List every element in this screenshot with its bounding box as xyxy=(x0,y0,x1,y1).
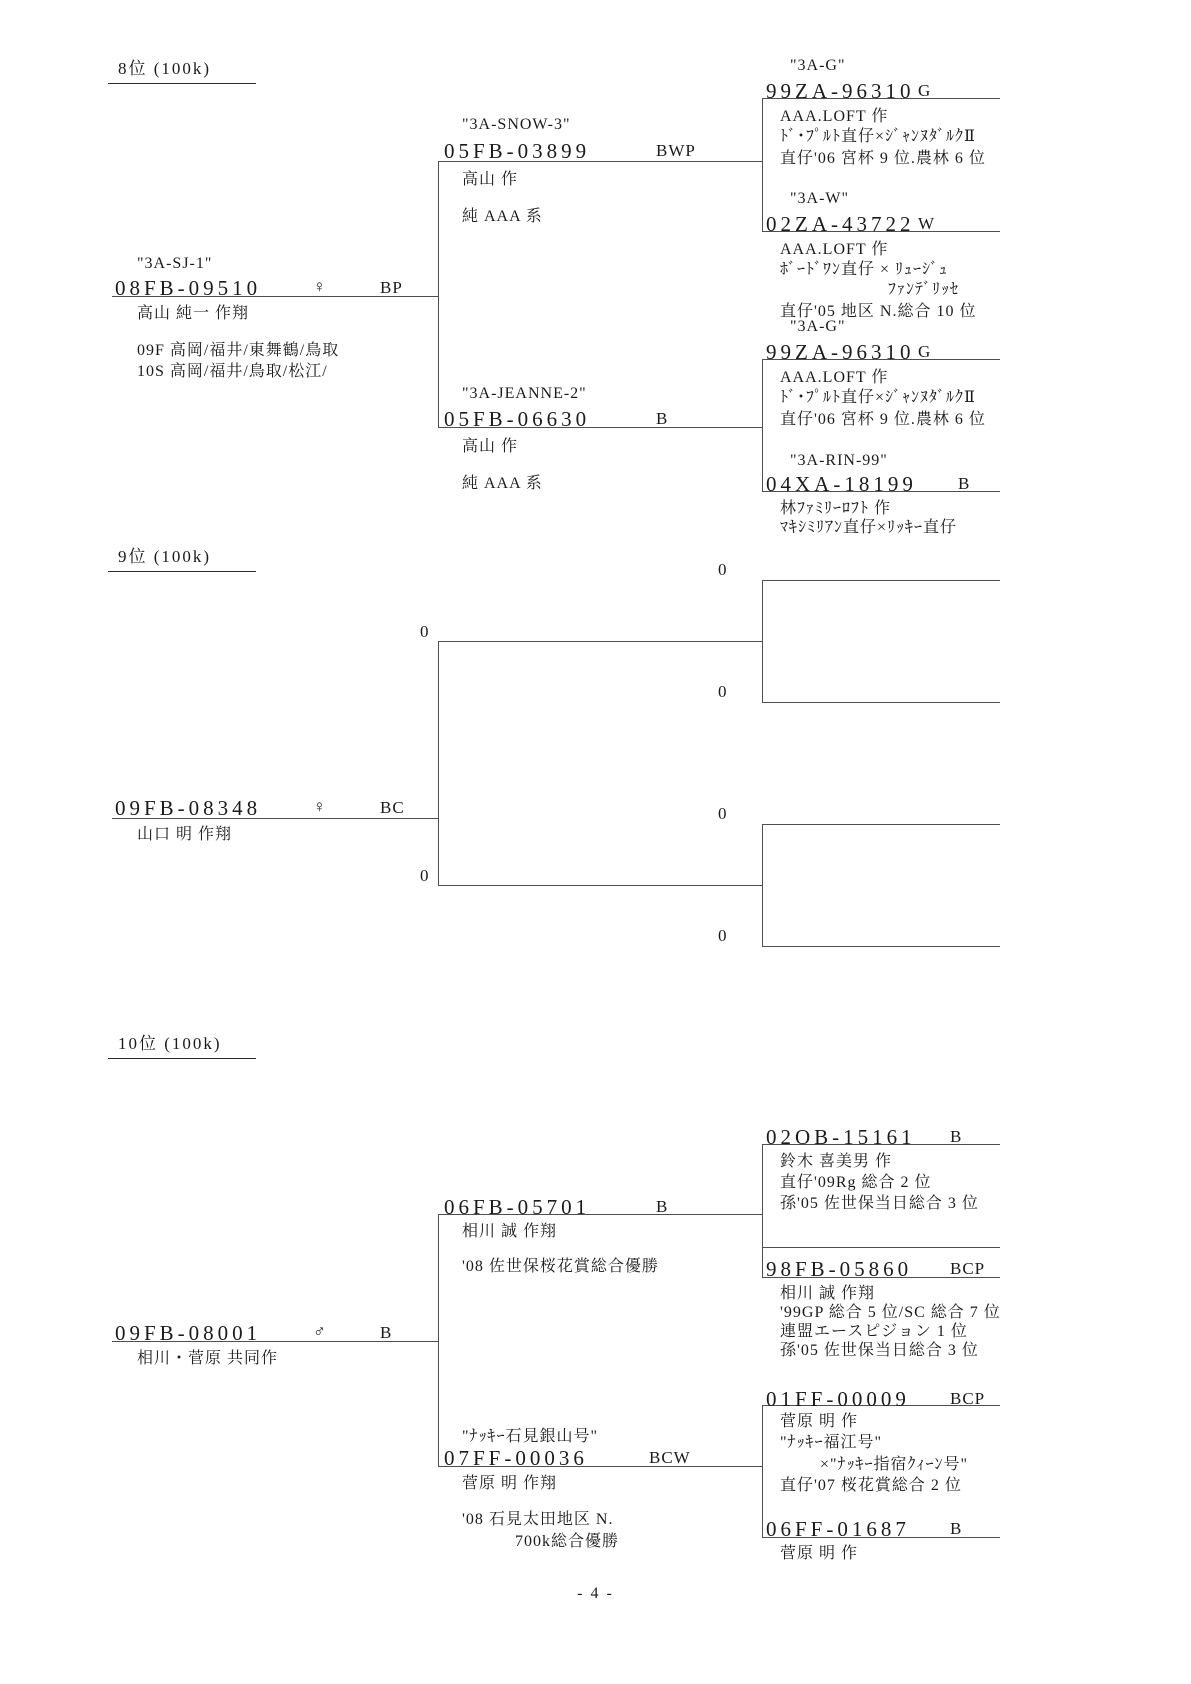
bird-detail: ×"ﾅｯｷｰ指宿ｸｨｰﾝ号" xyxy=(820,1456,969,1473)
bird-rating: B xyxy=(380,1323,393,1342)
connector-line xyxy=(762,359,763,491)
bird-rating: BC xyxy=(380,798,405,817)
bird-rating: BWP xyxy=(656,141,696,160)
bird-detail: 直仔'07 桜花賞総合 2 位 xyxy=(780,1477,962,1494)
bird-ring-id: 02ZA-43722 xyxy=(766,212,915,236)
bird-name: "ﾅｯｷｰ石見銀山号" xyxy=(462,1428,599,1445)
bird-name: "3A-JEANNE-2" xyxy=(462,385,587,402)
bird-detail: ﾏｷｼﾐﾘｱﾝ直仔×ﾘｯｷｰ直仔 xyxy=(780,519,958,536)
bird-detail: 連盟エースピジョン 1 位 xyxy=(780,1323,968,1340)
bird-ring-id: 07FF-00036 xyxy=(444,1446,588,1470)
bird-ring-id: 05FB-06630 xyxy=(444,407,591,431)
bird-detail: 10S 高岡/福井/鳥取/松江/ xyxy=(137,363,328,380)
bird-ring-id: 04XA-18199 xyxy=(766,472,917,496)
bird-detail: '08 石見太田地区 N. xyxy=(462,1511,614,1528)
bird-detail: AAA.LOFT 作 xyxy=(780,241,889,258)
bird-detail: 山口 明 作翔 xyxy=(137,826,233,843)
bird-ring-id: 99ZA-96310 xyxy=(766,79,915,103)
bird-rating: BP xyxy=(380,278,403,297)
bird-detail: '99GP 総合 5 位/SC 総合 7 位 xyxy=(780,1304,1001,1321)
bird-detail: 700k総合優勝 xyxy=(515,1533,620,1550)
bird-detail: AAA.LOFT 作 xyxy=(780,108,889,125)
shelf-line xyxy=(438,885,762,886)
tree10-header: 10位 (100k) xyxy=(108,1029,256,1059)
bird-detail: 直仔'06 宮杯 9 位.農林 6 位 xyxy=(780,411,986,428)
tree8-header: 8位 (100k) xyxy=(108,54,256,84)
bird-rating: B xyxy=(656,409,669,428)
bird-detail: 菅原 明 作 xyxy=(780,1545,859,1562)
page-number: - 4 - xyxy=(577,1585,614,1602)
unknown-bird-placeholder: 0 xyxy=(718,560,727,579)
bird-ring-id: 06FF-01687 xyxy=(766,1517,910,1541)
bird-detail: 高山 作 xyxy=(462,438,519,455)
connector-line xyxy=(762,1405,763,1537)
connector-line xyxy=(438,161,439,427)
shelf-line xyxy=(438,641,762,642)
connector-line xyxy=(762,98,763,231)
bird-ring-id: 09FB-08348 xyxy=(115,796,262,820)
bird-rating: G xyxy=(918,342,932,361)
bird-rating: BCW xyxy=(649,1448,691,1467)
sex-symbol: ♀ xyxy=(313,797,326,816)
bird-name: "3A-G" xyxy=(790,57,846,74)
shelf-line xyxy=(762,946,1000,947)
bird-detail: "ﾅｯｷｰ福江号" xyxy=(780,1434,883,1451)
bird-ring-id: 02OB-15161 xyxy=(766,1125,916,1149)
bird-ring-id: 06FB-05701 xyxy=(444,1195,591,1219)
bird-detail: 純 AAA 系 xyxy=(462,475,543,492)
bird-rating: B xyxy=(950,1127,963,1146)
bird-rating: B xyxy=(958,474,971,493)
bird-detail: 菅原 明 作翔 xyxy=(462,1475,558,1492)
shelf-line xyxy=(762,824,1000,825)
bird-rating: BCP xyxy=(950,1389,986,1408)
unknown-bird-placeholder: 0 xyxy=(420,866,429,885)
bird-rating: B xyxy=(950,1519,963,1538)
bird-detail: AAA.LOFT 作 xyxy=(780,369,889,386)
bird-ring-id: 01FF-00009 xyxy=(766,1387,910,1411)
bird-detail: ﾄﾞ･ﾌﾟﾙﾄ直仔×ｼﾞｬﾝﾇﾀﾞﾙｸⅡ xyxy=(780,389,976,406)
bird-detail: 相川 誠 作翔 xyxy=(780,1285,876,1302)
bird-name: "3A-RIN-99" xyxy=(790,452,888,469)
bird-detail: 菅原 明 作 xyxy=(780,1413,859,1430)
unknown-bird-placeholder: 0 xyxy=(718,804,727,823)
bird-detail: 相川 誠 作翔 xyxy=(462,1223,558,1240)
bird-detail: 高山 純一 作翔 xyxy=(137,305,250,322)
bird-detail: 孫'05 佐世保当日総合 3 位 xyxy=(780,1195,979,1212)
unknown-bird-placeholder: 0 xyxy=(420,622,429,641)
bird-rating: W xyxy=(918,214,936,233)
shelf-line xyxy=(762,702,1000,703)
bird-rating: G xyxy=(918,81,932,100)
bird-ring-id: 99ZA-96310 xyxy=(766,340,915,364)
bird-detail: 直仔'06 宮杯 9 位.農林 6 位 xyxy=(780,150,986,167)
bird-detail: 直仔'05 地区 N.総合 10 位 xyxy=(780,303,977,320)
unknown-bird-placeholder: 0 xyxy=(718,682,727,701)
shelf-line xyxy=(762,580,1000,581)
bird-name: "3A-SJ-1" xyxy=(137,255,213,272)
box-bottom-line xyxy=(762,1247,1000,1248)
bird-name: "3A-G" xyxy=(790,318,846,335)
bird-ring-id: 05FB-03899 xyxy=(444,139,591,163)
unknown-bird-placeholder: 0 xyxy=(718,926,727,945)
bird-ring-id: 98FB-05860 xyxy=(766,1257,913,1281)
bird-detail: 純 AAA 系 xyxy=(462,208,543,225)
bird-detail: ﾌｧﾝﾃﾞﾘｯｾ xyxy=(888,281,960,298)
bird-ring-id: 09FB-08001 xyxy=(115,1321,262,1345)
bird-rating: BCP xyxy=(950,1259,986,1278)
connector-line xyxy=(438,641,439,885)
bird-detail: 林ﾌｧﾐﾘｰﾛﾌﾄ 作 xyxy=(780,500,892,517)
bird-detail: 相川・菅原 共同作 xyxy=(137,1350,279,1367)
connector-line xyxy=(762,1144,763,1277)
bird-detail: ﾎﾞｰﾄﾞﾜﾝ直仔 × ﾘｭｰｼﾞｭ xyxy=(780,261,949,278)
bird-detail: ﾄﾞ･ﾌﾟﾙﾄ直仔×ｼﾞｬﾝﾇﾀﾞﾙｸⅡ xyxy=(780,128,976,145)
connector-line xyxy=(762,824,763,946)
bird-name: "3A-W" xyxy=(790,190,850,207)
bird-detail: 高山 作 xyxy=(462,171,519,188)
bird-ring-id: 08FB-09510 xyxy=(115,276,262,300)
bird-name: "3A-SNOW-3" xyxy=(462,116,571,133)
bird-rating: B xyxy=(656,1197,669,1216)
bird-detail: 直仔'09Rg 総合 2 位 xyxy=(780,1174,932,1191)
sex-symbol: ♂ xyxy=(313,1322,326,1341)
bird-detail: '08 佐世保桜花賞総合優勝 xyxy=(462,1258,659,1275)
bird-detail: 孫'05 佐世保当日総合 3 位 xyxy=(780,1342,979,1359)
connector-line xyxy=(438,1214,439,1466)
tree9-header: 9位 (100k) xyxy=(108,542,256,572)
connector-line xyxy=(762,580,763,702)
sex-symbol: ♀ xyxy=(313,277,326,296)
bird-detail: 鈴木 喜美男 作 xyxy=(780,1153,893,1170)
bird-detail: 09F 高岡/福井/東舞鶴/鳥取 xyxy=(137,342,340,359)
